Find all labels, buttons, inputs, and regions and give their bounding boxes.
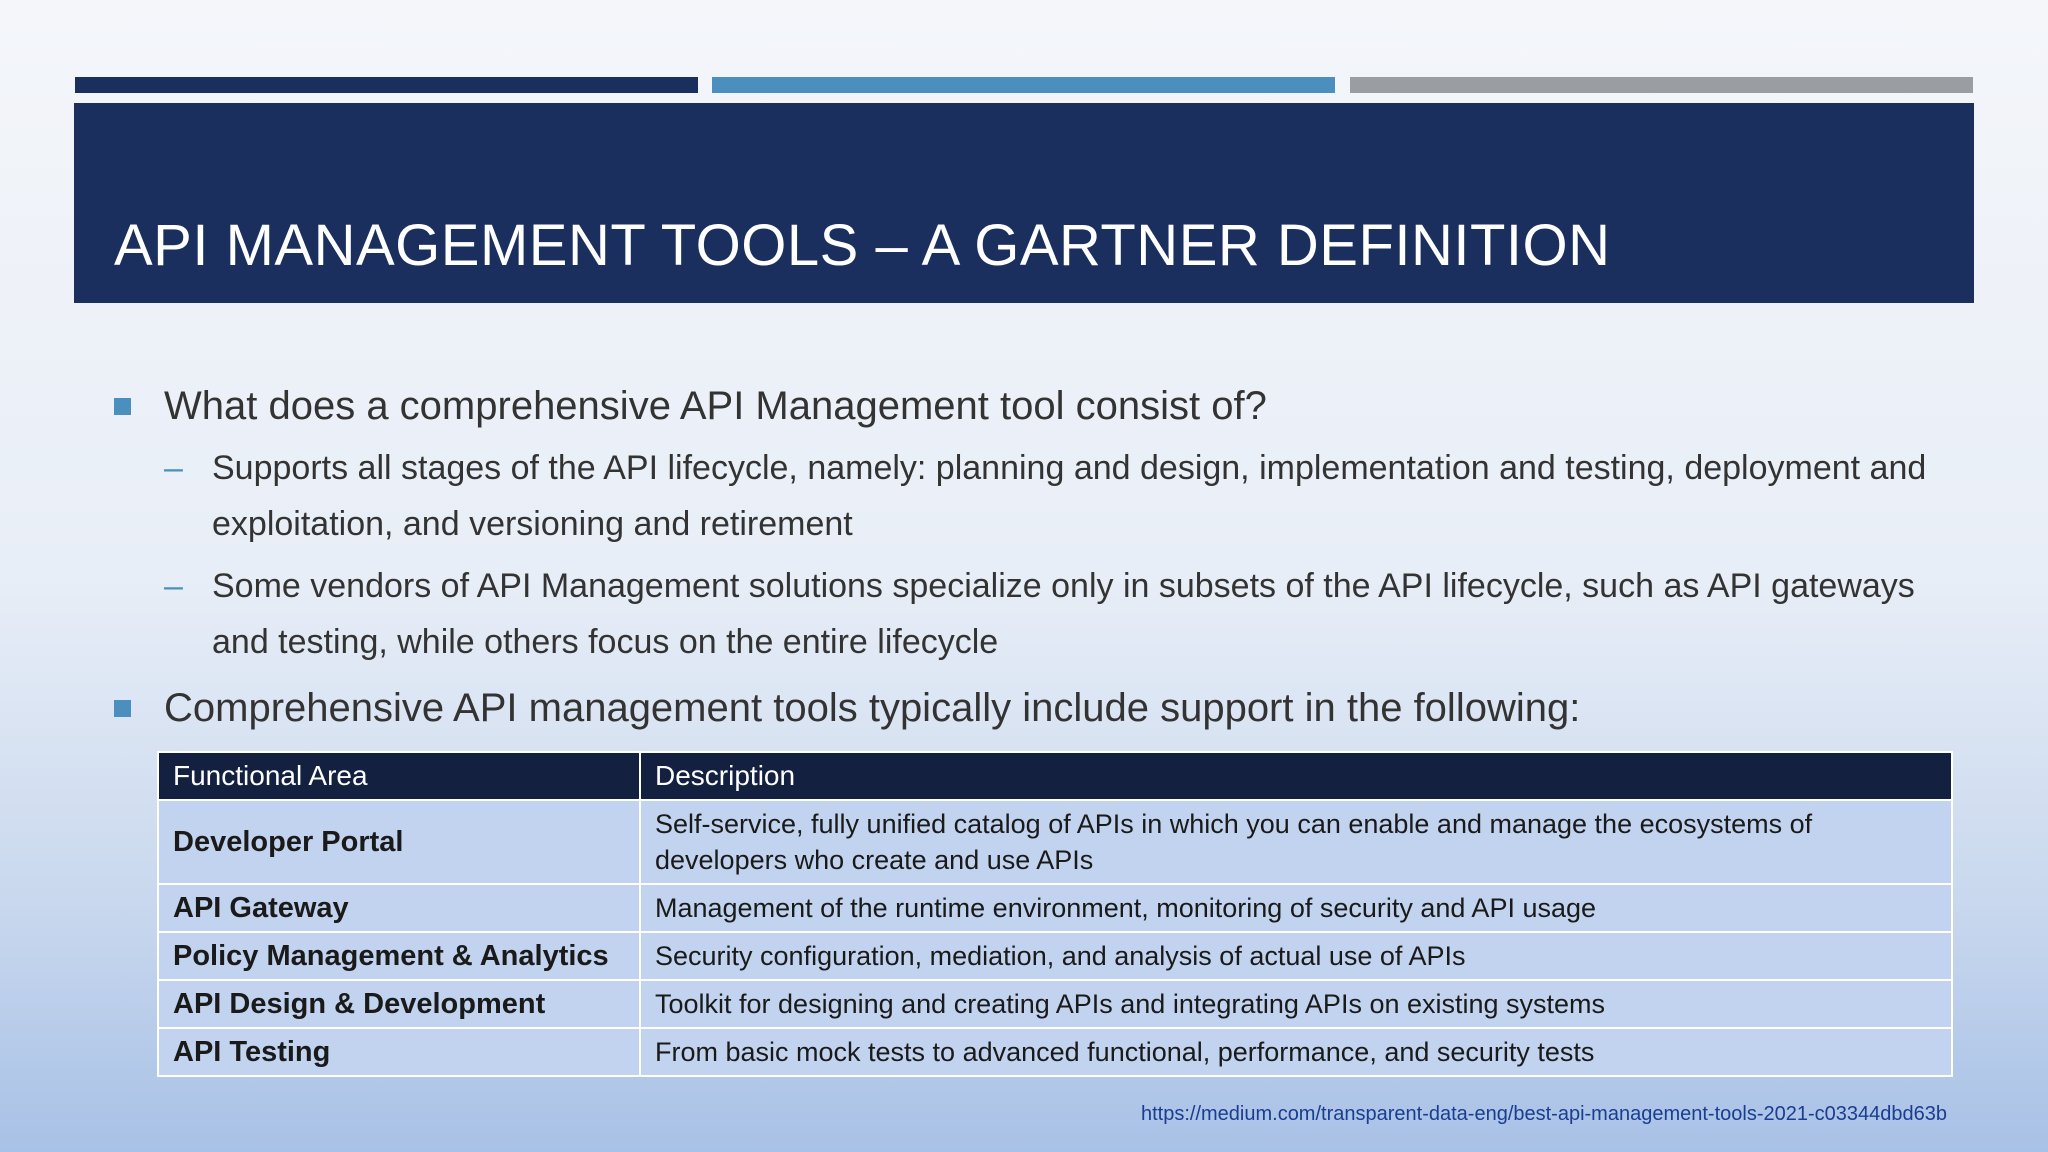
cell-area: API Design & Development: [158, 980, 640, 1028]
sub-bullet-1-text: Supports all stages of the API lifecycle, namely: planning and design, implementation and testing, deployment and exploitation, and versioning and retirement: [212, 449, 1927, 543]
cell-description: Security configuration, mediation, and analysis of actual use of APIs: [640, 932, 1952, 980]
cell-area: API Gateway: [158, 884, 640, 932]
table-header-row: [158, 752, 1952, 800]
sub-bullet-2: [114, 558, 1974, 670]
table-row: [158, 980, 1952, 1028]
dash-bullet-icon: –: [164, 449, 183, 487]
square-bullet-icon: [114, 398, 131, 415]
accent-bar-gray: [1350, 77, 1973, 93]
sub-bullet-2-text: Some vendors of API Management solutions specialize only in subsets of the API lifecycle, such as API gateways and testing, while others focus on the entire lifecycle: [212, 567, 1915, 661]
bullet-1: [114, 378, 1974, 434]
cell-area: Policy Management & Analytics: [158, 932, 640, 980]
cell-description: Management of the runtime environment, monitoring of security and API usage: [640, 884, 1952, 932]
cell-area: API Testing: [158, 1028, 640, 1076]
slide-title: API MANAGEMENT TOOLS – A GARTNER DEFINITION: [114, 213, 1611, 278]
bullet-2-text: Comprehensive API management tools typically include support in the following:: [164, 686, 1581, 730]
cell-description: From basic mock tests to advanced functional, performance, and security tests: [640, 1028, 1952, 1076]
table-row: [158, 800, 1952, 884]
cell-area: Developer Portal: [158, 800, 640, 884]
accent-bar-blue: [712, 77, 1335, 93]
bullet-1-text: What does a comprehensive API Management tool consist of?: [164, 384, 1267, 428]
sub-bullet-1: [114, 440, 1974, 552]
cell-description: Toolkit for designing and creating APIs and integrating APIs on existing systems: [640, 980, 1952, 1028]
table-row: [158, 932, 1952, 980]
square-bullet-icon: [114, 700, 131, 717]
bullet-2: [114, 680, 1974, 736]
title-band: [74, 103, 1974, 303]
cell-description: Self-service, fully unified catalog of APIs in which you can enable and manage the ecosystems of developers who create and use APIs: [640, 800, 1952, 884]
header-description: Description: [640, 752, 1952, 800]
dash-bullet-icon: –: [164, 567, 183, 605]
header-functional-area: Functional Area: [158, 752, 640, 800]
functional-area-table: [157, 751, 1953, 1077]
table-row: [158, 1028, 1952, 1076]
table-row: [158, 884, 1952, 932]
accent-bar-navy: [75, 77, 698, 93]
source-link[interactable]: https://medium.com/transparent-data-eng/best-api-management-tools-2021-c03344dbd63b: [1140, 1103, 1947, 1125]
bullet-content: [114, 378, 1974, 736]
